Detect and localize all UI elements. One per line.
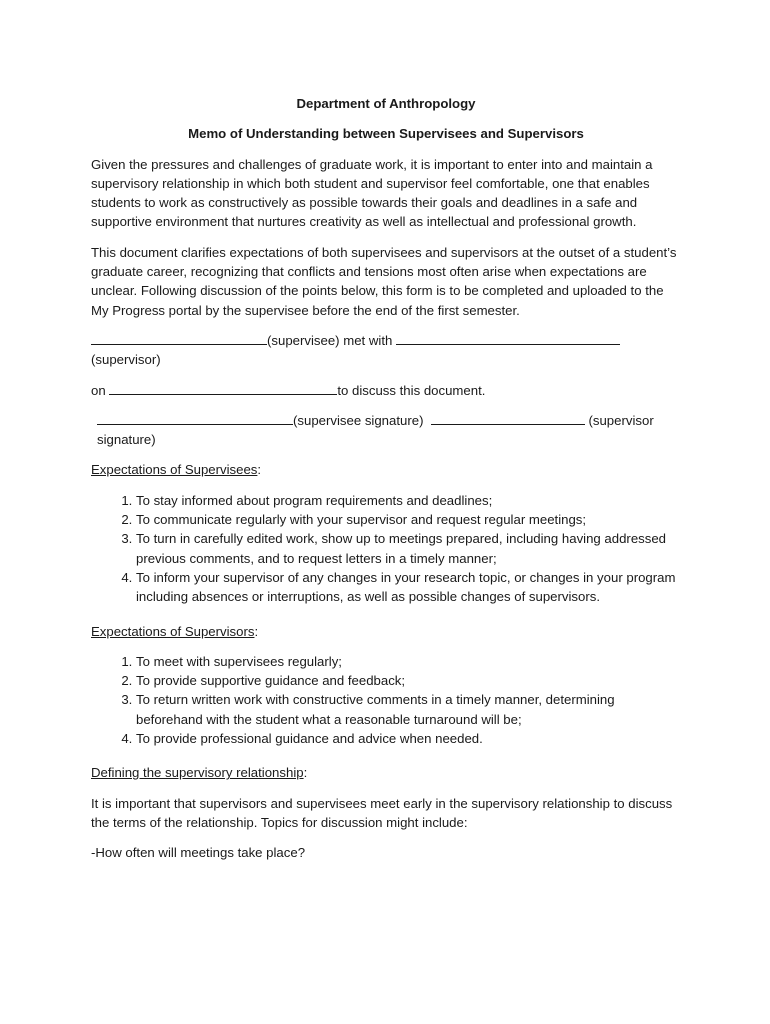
supervisee-name-field[interactable] [91,331,267,345]
intro-paragraph-2: This document clarifies expectations of both supervisees and supervisors at the outset of a student’s graduate career, recognizing that conflicts and tensions most often arise when expectations are unclear. Following discussion of the points below, this form is to be completed and uploaded to the My Progress portal by the supervisee before the end of the first semester. [91,244,677,318]
supervisors-heading: Expectations of Supervisors [91,623,255,639]
list-item: 2. To communicate regularly with your supervisor and request regular meetings; [136,510,681,529]
supervisor-signature-field[interactable] [431,411,585,425]
list-item: 1. To stay informed about program requirements and deadlines; [136,491,681,510]
discussion-question-1: -How often will meetings take place? [91,845,306,861]
supervisors-heading-colon: : [254,623,259,639]
department-title: Department of Anthropology [296,96,476,111]
supervisor-signature-label: (supervisor signature) [97,412,654,448]
list-item: 4. To inform your supervisor of any changes in your research topic, or changes in your program including absences or interruptions, as well as possible changes of supervisors. [136,568,681,607]
relationship-heading-line [91,763,681,782]
supervisor-name-field[interactable] [396,331,620,345]
signature-line [91,411,681,450]
memo-title: Memo of Understanding between Supervisees and Supervisors [188,126,584,142]
relationship-heading-colon: : [303,765,308,781]
date-line [91,381,681,400]
supervisee-signature-field[interactable] [97,411,293,425]
supervisees-list [91,491,681,607]
list-item: 3. To return written work with constructive comments in a timely manner, determining beforehand with the student what a reasonable turnaround will be; [136,690,681,729]
supervisee-signature-label: (supervisee signature) [293,412,424,428]
meeting-date-field[interactable] [109,381,337,395]
meeting-line [91,331,681,370]
supervisees-heading-colon: : [257,462,262,478]
relationship-paragraph: It is important that supervisors and supervisees meet early in the supervisory relationship to discuss the terms of the relationship. Topics for discussion might include: [91,795,673,830]
list-item: 1. To meet with supervisees regularly; [136,652,681,671]
supervisors-heading-line [91,622,681,641]
relationship-heading: Defining the supervisory relationship [91,765,304,781]
supervisors-list [91,652,681,748]
supervisor-label: (supervisor) [91,352,161,368]
supervisee-met-label: (supervisee) met with [267,332,393,348]
supervisees-heading-line [91,460,681,479]
discuss-label: to discuss this document. [337,382,486,398]
intro-paragraph-1: Given the pressures and challenges of graduate work, it is important to enter into and maintain a supervisory relationship in which both student and supervisor feel comfortable, one that enables students to work as constructively as possible towards their goals and deadlines in a safe and supportive environment that nurtures creativity as well as intellectual and professional growth. [91,156,653,230]
list-item: 2. To provide supportive guidance and feedback; [136,671,681,690]
supervisees-heading: Expectations of Supervisees [91,462,258,478]
list-item: 3. To turn in carefully edited work, show up to meetings prepared, including having addressed previous comments, and to request letters in a timely manner; [136,529,681,568]
document-body [91,94,681,874]
on-label: on [91,382,106,398]
list-item: 4. To provide professional guidance and advice when needed. [136,729,681,748]
